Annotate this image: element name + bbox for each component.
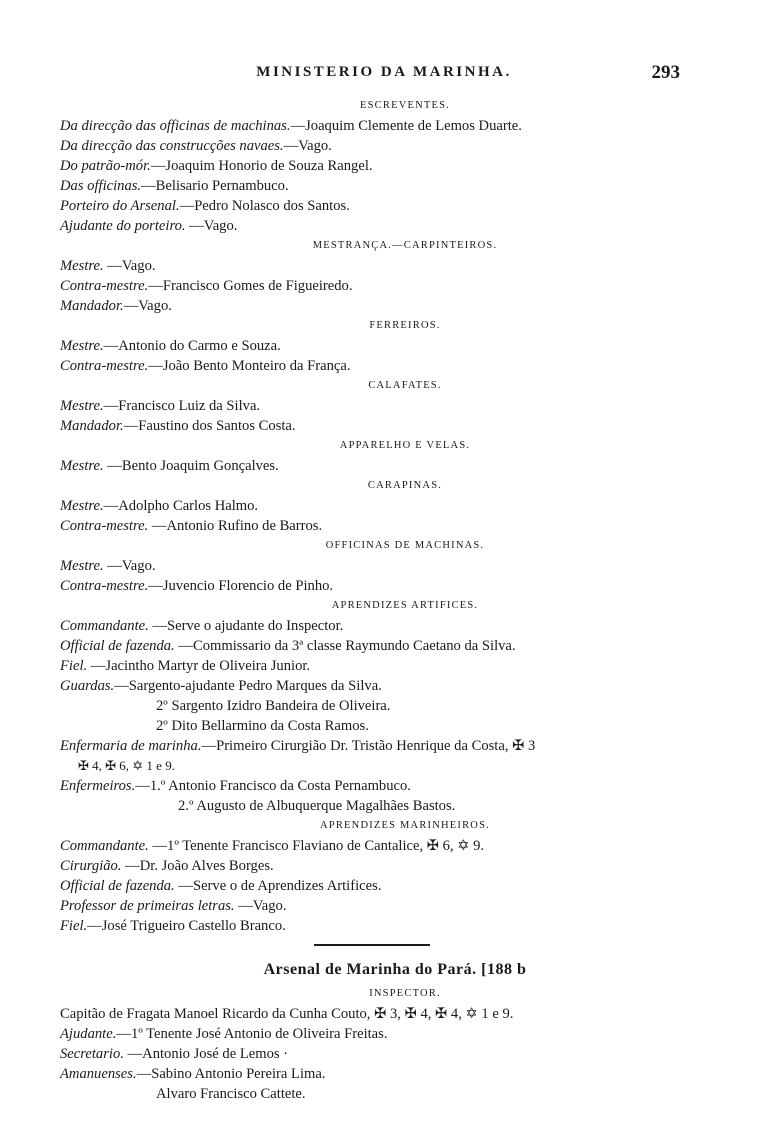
page-number: 293 [651,62,680,83]
entry-name: —Bento Joaquim Gonçalves. [103,458,279,474]
entry-name: —Adolpho Carlos Halmo. [103,498,259,514]
entry-name: —Francisco Luiz da Silva. [103,398,261,414]
entry-name: —1.º Antonio Francisco da Costa Pernambuco. [135,778,411,794]
entry-role: Da direcção das construcções navaes. [60,138,284,154]
section-heading-calafates: CALAFATES. [368,380,442,391]
entry-line [60,576,690,596]
entry-role: Mestre. [60,458,104,474]
entry-role: Do patrão-mór. [60,158,151,174]
entry-name: —Serve o de Aprendizes Artifices. [174,878,382,894]
entry-line [60,1064,690,1084]
entry-role: Enfermeiros. [60,778,136,794]
entry-line [60,676,690,696]
running-title: MINISTERIO DA MARINHA. [256,64,512,80]
entry-line [60,916,690,936]
entry-role: Mandador. [60,418,124,434]
entry-role: Fiel. [60,658,88,674]
entry-role: Official de fazenda. [60,638,175,654]
entry-role: Contra-mestre. [60,278,149,294]
entry-name: —Vago. [234,898,287,914]
entry-name: —Antonio José de Lemos · [123,1046,289,1062]
entry-line [60,156,690,176]
entry-name: —Juvencio Florencio de Pinho. [148,578,334,594]
entry-name: —Vago. [103,258,156,274]
entry-line: Capitão de Fragata Manoel Ricardo da Cunha Couto, ✠ 3, ✠ 4, ✠ 4, ✡ 1 e 9. [60,1006,514,1022]
entry-line [60,856,690,876]
entry-name: —Antonio Rufino de Barros. [148,518,323,534]
entry-continuation: 2º Sargento Izidro Bandeira de Oliveira. [156,698,391,714]
entry-name: —Sabino Antonio Pereira Lima. [136,1066,326,1082]
entry-role: Porteiro do Arsenal. [60,198,180,214]
entry-continuation: 2.º Augusto de Albuquerque Magalhães Bastos. [178,798,456,814]
entry-line [60,256,690,276]
entry-role: Guardas. [60,678,115,694]
entry-line [60,656,690,676]
entry-line [60,296,690,316]
entry-role: Mestre. [60,498,104,514]
entry-role: Ajudante do porteiro. [60,218,186,234]
entry-role: Mestre. [60,258,104,274]
entry-line [60,1024,690,1044]
entry-name: —Joaquim Honorio de Souza Rangel. [150,158,373,174]
entry-role: Mestre. [60,398,104,414]
entry-line [60,496,690,516]
page-header [0,64,768,88]
entry-role: Mandador. [60,298,124,314]
entry-role: Das officinas. [60,178,142,194]
section-heading-officinas: OFFICINAS DE MACHINAS. [325,540,485,551]
entry-name: —Serve o ajudante do Inspector. [148,618,344,634]
entry-name: —Vago. [123,298,172,314]
entry-name: —Faustino dos Santos Costa. [123,418,296,434]
entry-role: Contra-mestre. [60,578,149,594]
entry-line [60,116,690,136]
section-heading-apparelho: APPARELHO E VELAS. [339,440,471,451]
entry-name: —João Bento Monteiro da França. [148,358,351,374]
entry-role: Commandante. [60,618,149,634]
entry-line [60,556,690,576]
page-content [60,96,690,1104]
entry-name: —1º Tenente Francisco Flaviano de Cantalice, ✠ 6, ✡ 9. [148,838,485,854]
entry-line [60,876,690,896]
entry-role: Commandante. [60,838,149,854]
entry-role: Mestre. [60,558,104,574]
section-heading-aprendizes-artifices: APRENDIZES ARTIFICES. [331,600,479,611]
entry-role: Official de fazenda. [60,878,175,894]
section-heading-ferreiros: FERREIROS. [369,320,441,331]
entry-continuation: 2º Dito Bellarmino da Costa Ramos. [156,718,369,734]
entry-role: Fiel. [60,918,88,934]
section-heading-escreventes: ESCREVENTES. [360,100,450,111]
entry-line [60,616,690,636]
entry-line [60,276,690,296]
entry-line [60,736,690,756]
entry-name: —Joaquim Clemente de Lemos Duarte. [290,118,522,134]
entry-name: —Dr. João Alves Borges. [121,858,274,874]
entry-line [60,356,690,376]
entry-name: —José Trigueiro Castello Branco. [87,918,286,934]
entry-line [60,216,690,236]
entry-name: —Francisco Gomes de Figueiredo. [148,278,353,294]
section-heading-aprendizes-marinheiros: APRENDIZES MARINHEIROS. [320,820,490,831]
entry-continuation: Alvaro Francisco Cattete. [156,1086,306,1102]
entry-line [60,396,690,416]
entry-line [60,636,690,656]
entry-name: —Vago. [283,138,332,154]
entry-line [60,776,690,796]
section-divider [314,944,430,946]
entry-name: —Sargento-ajudante Pedro Marques da Silva. [114,678,382,694]
entry-role: Professor de primeiras letras. [60,898,235,914]
entry-role: Da direcção das officinas de machinas. [60,118,291,134]
section-heading-carapinas: CARAPINAS. [367,480,443,491]
entry-role: Cirurgião. [60,858,122,874]
entry-role: Mestre. [60,338,104,354]
entry-role: Amanuenses. [60,1066,137,1082]
entry-name: —Commissario da 3ª classe Raymundo Caetano da Silva. [174,638,516,654]
entry-name: —Belisario Pernambuco. [141,178,289,194]
entry-role: Contra-mestre. [60,518,149,534]
entry-line [60,416,690,436]
entry-role: Secretario. [60,1046,124,1062]
entry-role: Enfermaria de marinha. [60,738,202,754]
entry-name: —Antonio do Carmo e Souza. [103,338,281,354]
entry-line [60,516,690,536]
entry-line [60,196,690,216]
section-heading-mestranca: MESTRANÇA.—CARPINTEIROS. [312,240,498,251]
entry-role: Ajudante. [60,1026,117,1042]
entry-line [60,1044,690,1064]
entry-name: —Vago. [103,558,156,574]
entry-line [60,836,690,856]
entry-line [60,136,690,156]
entry-name: —Pedro Nolasco dos Santos. [179,198,350,214]
section-heading-inspector: INSPECTOR. [369,988,441,999]
decorations-line: ✠ 4, ✠ 6, ✡ 1 e 9. [78,758,175,773]
entry-name: —Jacintho Martyr de Oliveira Junior. [87,658,311,674]
entry-line [60,336,690,356]
entry-name: —Vago. [185,218,238,234]
section-heading-arsenal-para: Arsenal de Marinha do Pará. [188 b [263,961,527,978]
entry-line [60,176,690,196]
entry-name: —1º Tenente José Antonio de Oliveira Freitas. [116,1026,388,1042]
entry-line [60,896,690,916]
entry-role: Contra-mestre. [60,358,149,374]
entry-line [60,456,690,476]
entry-name: —Primeiro Cirurgião Dr. Tristão Henrique da Costa, ✠ 3 [201,738,536,754]
